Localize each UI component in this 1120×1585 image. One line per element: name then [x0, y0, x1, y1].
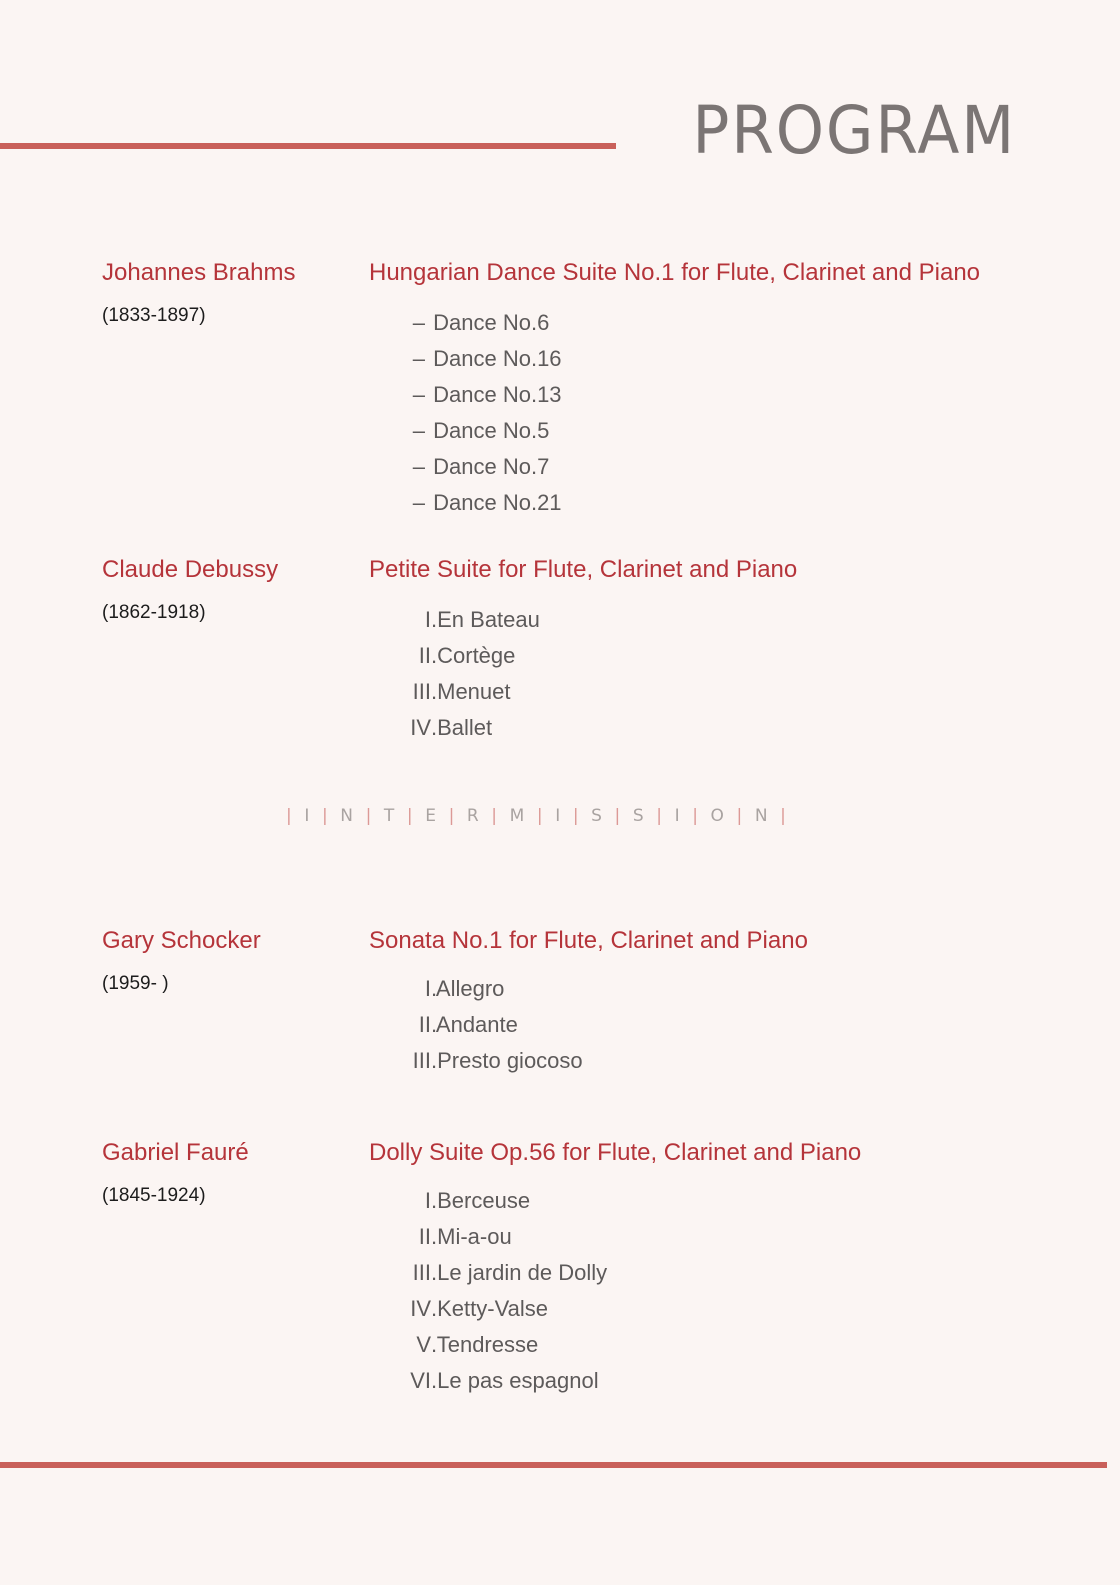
intermission-letter: I	[674, 806, 680, 826]
intermission-separator: |	[321, 806, 328, 826]
composer-name: Gary Schocker	[102, 927, 261, 954]
movement-title: Berceuse	[437, 1188, 531, 1213]
movement-item: I. Berceuse	[369, 1183, 607, 1219]
movement-number: –	[412, 454, 425, 479]
intermission-separator: |	[614, 806, 621, 826]
movement-item	[369, 449, 562, 485]
work-title: Dolly Suite Op.56 for Flute, Clarinet and Piano	[369, 1139, 862, 1166]
intermission-letter: E	[425, 806, 436, 826]
intermission-letter: R	[466, 806, 479, 826]
movement-number: II	[418, 643, 431, 668]
intermission-letter: T	[383, 806, 395, 826]
work-title: Hungarian Dance Suite No.1 for Flute, Clarinet and Piano	[369, 259, 981, 286]
movement-number: III	[412, 1260, 431, 1285]
composer-years: (1833-1897)	[102, 305, 206, 326]
movement-item: III. Le jardin de Dolly	[369, 1255, 607, 1291]
intermission-letter: I	[304, 806, 310, 826]
movement-item: IV. Ketty-Valse	[369, 1291, 607, 1327]
composer-name: Claude Debussy	[102, 556, 279, 583]
movement-list	[369, 305, 562, 521]
movement-title: Presto giocoso	[437, 1048, 583, 1073]
composer-name: Johannes Brahms	[102, 259, 296, 286]
top-divider-rule	[0, 143, 616, 149]
movement-title: Ketty-Valse	[437, 1296, 548, 1321]
movement-title: Dance No.7	[433, 454, 550, 479]
movement-list	[369, 602, 540, 746]
composer-name: Gabriel Fauré	[102, 1139, 249, 1166]
intermission-banner	[286, 804, 786, 828]
movement-item	[369, 485, 562, 521]
movement-item	[369, 305, 562, 341]
movement-item: IV. Ballet	[369, 710, 540, 746]
intermission-separator: |	[365, 806, 372, 826]
intermission-separator: |	[692, 806, 698, 826]
page-title: PROGRAM	[692, 92, 1016, 169]
movement-title: Le jardin de Dolly	[437, 1260, 608, 1285]
movement-item: VI. Le pas espagnol	[369, 1363, 607, 1399]
composer-years: (1845-1924)	[102, 1185, 206, 1206]
movement-item: III. Menuet	[369, 674, 540, 710]
movement-list	[369, 1183, 607, 1399]
movement-number: –	[412, 490, 425, 515]
movement-item: III. Presto giocoso	[369, 1043, 583, 1079]
movement-number: –	[412, 310, 425, 335]
movement-number: IV	[410, 715, 431, 740]
movement-title: Dance No.21	[433, 490, 562, 515]
movement-number: II	[418, 1224, 431, 1249]
intermission-letter: M	[509, 806, 525, 826]
movement-title: Andante	[435, 1012, 518, 1037]
movement-number: –	[412, 346, 425, 371]
bottom-divider-rule	[0, 1462, 1107, 1468]
movement-title: Le pas espagnol	[437, 1368, 599, 1393]
movement-title: Menuet	[437, 679, 511, 704]
movement-item: II. Andante	[369, 1007, 583, 1043]
movement-number: I	[424, 976, 431, 1001]
movement-number: VI	[410, 1368, 431, 1393]
intermission-separator: |	[406, 806, 413, 826]
movement-number: –	[412, 382, 425, 407]
work-title: Sonata No.1 for Flute, Clarinet and Piano	[369, 927, 808, 954]
movement-number: IV	[410, 1296, 431, 1321]
movement-item: II. Cortège	[369, 638, 540, 674]
intermission-separator: |	[780, 806, 786, 826]
movement-item: II. Mi-a-ou	[369, 1219, 607, 1255]
movement-item	[369, 341, 562, 377]
movement-item: I. En Bateau	[369, 602, 540, 638]
movement-number: –	[412, 418, 425, 443]
movement-title: Dance No.16	[433, 346, 562, 371]
intermission-letter: S	[591, 806, 602, 826]
movement-item	[369, 377, 562, 413]
movement-title: Dance No.13	[433, 382, 562, 407]
movement-number: I	[424, 1188, 431, 1213]
movement-title: Mi-a-ou	[437, 1224, 512, 1249]
composer-years: (1959- )	[102, 973, 169, 994]
intermission-separator: |	[572, 806, 579, 826]
movement-number: V	[416, 1332, 431, 1357]
movement-title: Tendresse	[436, 1332, 539, 1357]
intermission-separator: |	[448, 806, 455, 826]
movement-title: Ballet	[437, 715, 493, 740]
movement-title: Dance No.5	[433, 418, 550, 443]
movement-title: En Bateau	[437, 607, 540, 632]
movement-item: V. Tendresse	[369, 1327, 607, 1363]
intermission-letter: I	[555, 806, 561, 826]
movement-title: Allegro	[435, 976, 505, 1001]
work-title: Petite Suite for Flute, Clarinet and Piano	[369, 556, 798, 583]
composer-years: (1862-1918)	[102, 602, 206, 623]
movement-title: Cortège	[437, 643, 516, 668]
movement-title: Dance No.6	[433, 310, 550, 335]
movement-number: I	[424, 607, 431, 632]
intermission-separator: |	[736, 806, 743, 826]
intermission-letter: O	[710, 806, 724, 826]
intermission-letter: N	[754, 806, 768, 826]
movement-number: II	[418, 1012, 431, 1037]
intermission-separator: |	[491, 806, 498, 826]
intermission-separator: |	[656, 806, 662, 826]
movement-number: III	[412, 1048, 431, 1073]
intermission-separator: |	[536, 806, 543, 826]
movement-list	[369, 971, 583, 1079]
movement-item: I. Allegro	[369, 971, 583, 1007]
movement-number: III	[412, 679, 431, 704]
intermission-letter: S	[632, 806, 644, 826]
movement-item	[369, 413, 562, 449]
intermission-separator: |	[286, 806, 292, 826]
intermission-letter: N	[340, 806, 353, 826]
